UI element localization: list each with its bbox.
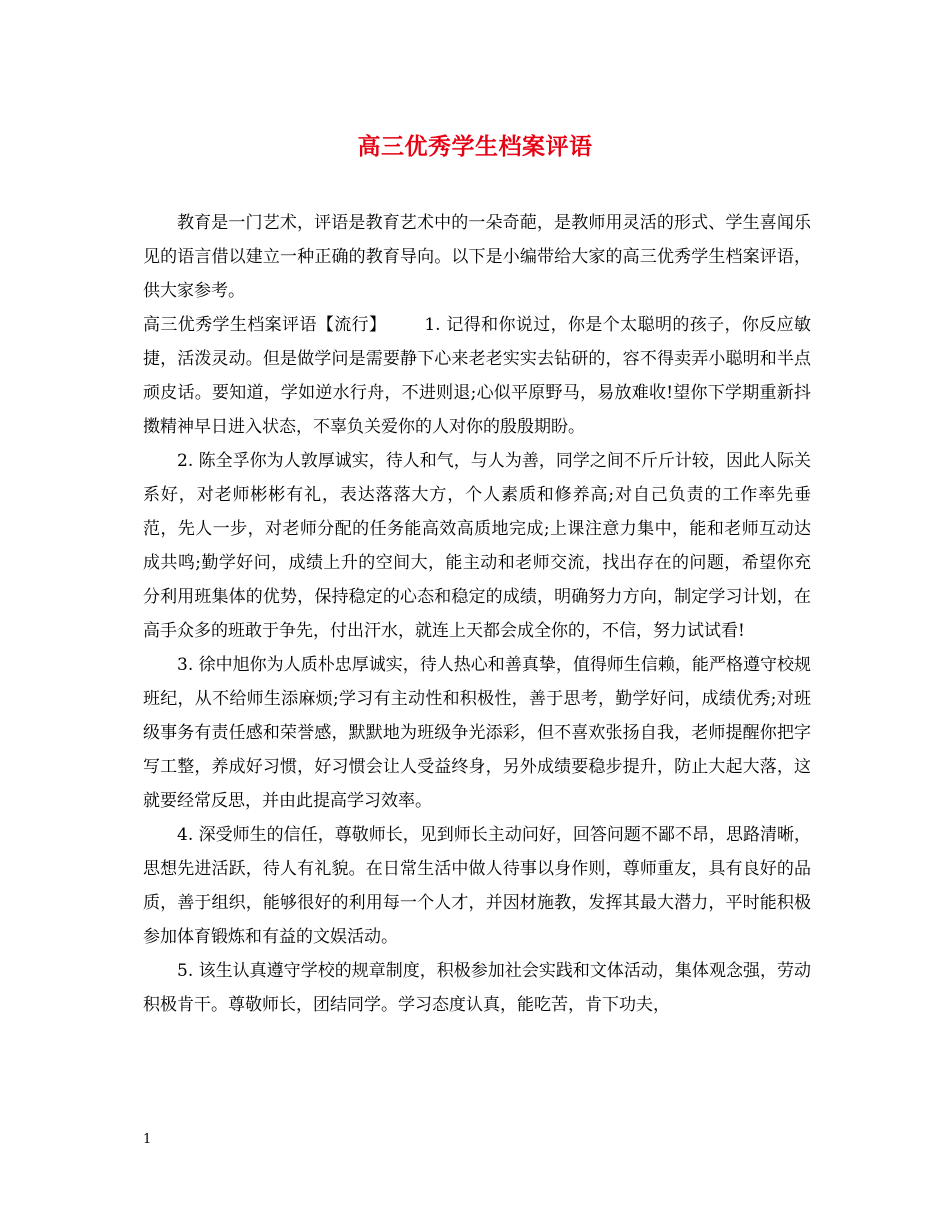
section-heading: 高三优秀学生档案评语【流行】 — [143, 315, 387, 335]
intro-paragraph: 教育是一门艺术，评语是教育艺术中的一朵奇葩，是教师用灵活的形式、学生喜闻乐见的语言借以建立一种正确的教育导向。以下是小编带给大家的高三优秀学生档案评语，供大家参考。 — [143, 213, 811, 301]
comment-2-paragraph: 2. 陈全孚你为人敦厚诚实，待人和气，与人为善，同学之间不斤斤计较，因此人际关系好，对老师彬彬有礼，表达落落大方，个人素质和修养高;对自己负责的工作率先垂范，先人一步，对老师分配的任务能高效高质地完成;上课注意力集中，能和老师互动达成共鸣;勤学好问，成绩上升的空间大，能主动和老师交流，找出存在的问题，希望你充分利用班集体的优势，保持稳定的心态和稳定的成绩，明确努力方向，制定学习计划，在高手众多的班敢于争先，付出汗水，就连上天都会成全你的，不信，努力试试看! — [143, 451, 811, 641]
comment-5-paragraph: 5. 该生认真遵守学校的规章制度，积极参加社会实践和文体活动，集体观念强，劳动积极肯干。尊敬师长，团结同学。学习态度认真，能吃苦，肯下功夫， — [143, 961, 811, 1015]
page-number: 1 — [143, 1132, 152, 1147]
comment-1-text: 1. 记得和你说过，你是个太聪明的孩子，你反应敏捷，活泼灵动。但是做学问是需要静下心来老老实实去钻研的，容不得卖弄小聪明和半点顽皮话。要知道，学如逆水行舟，不进则退;心似平原野马，易放难收!望你下学期重新抖擞精神早日进入状态，不辜负关爱你的人对你的殷殷期盼。 — [143, 315, 812, 437]
section-paragraph-1 — [143, 308, 811, 444]
page-title: 高三优秀学生档案评语 — [357, 133, 593, 160]
comment-4-paragraph: 4. 深受师生的信任，尊敬师长，见到师长主动问好，回答问题不鄙不昂，思路清晰，思想先进活跃，待人有礼貌。在日常生活中做人待事以身作则，尊师重友，具有良好的品质，善于组织，能够很好的利用每一个人才，并因材施教，发挥其最大潜力，平时能积极参加体育锻炼和有益的文娱活动。 — [143, 825, 811, 947]
document-body — [143, 206, 811, 1022]
comment-3-paragraph: 3. 徐中旭你为人质朴忠厚诚实，待人热心和善真挚，值得师生信赖，能严格遵守校规班纪，从不给师生添麻烦;学习有主动性和积极性，善于思考，勤学好问，成绩优秀;对班级事务有责任感和荣誉感，默默地为班级争光添彩，但不喜欢张扬自我，老师提醒你把字写工整，养成好习惯，好习惯会让人受益终身，另外成绩要稳步提升，防止大起大落，这就要经常反思，并由此提高学习效率。 — [143, 655, 811, 811]
